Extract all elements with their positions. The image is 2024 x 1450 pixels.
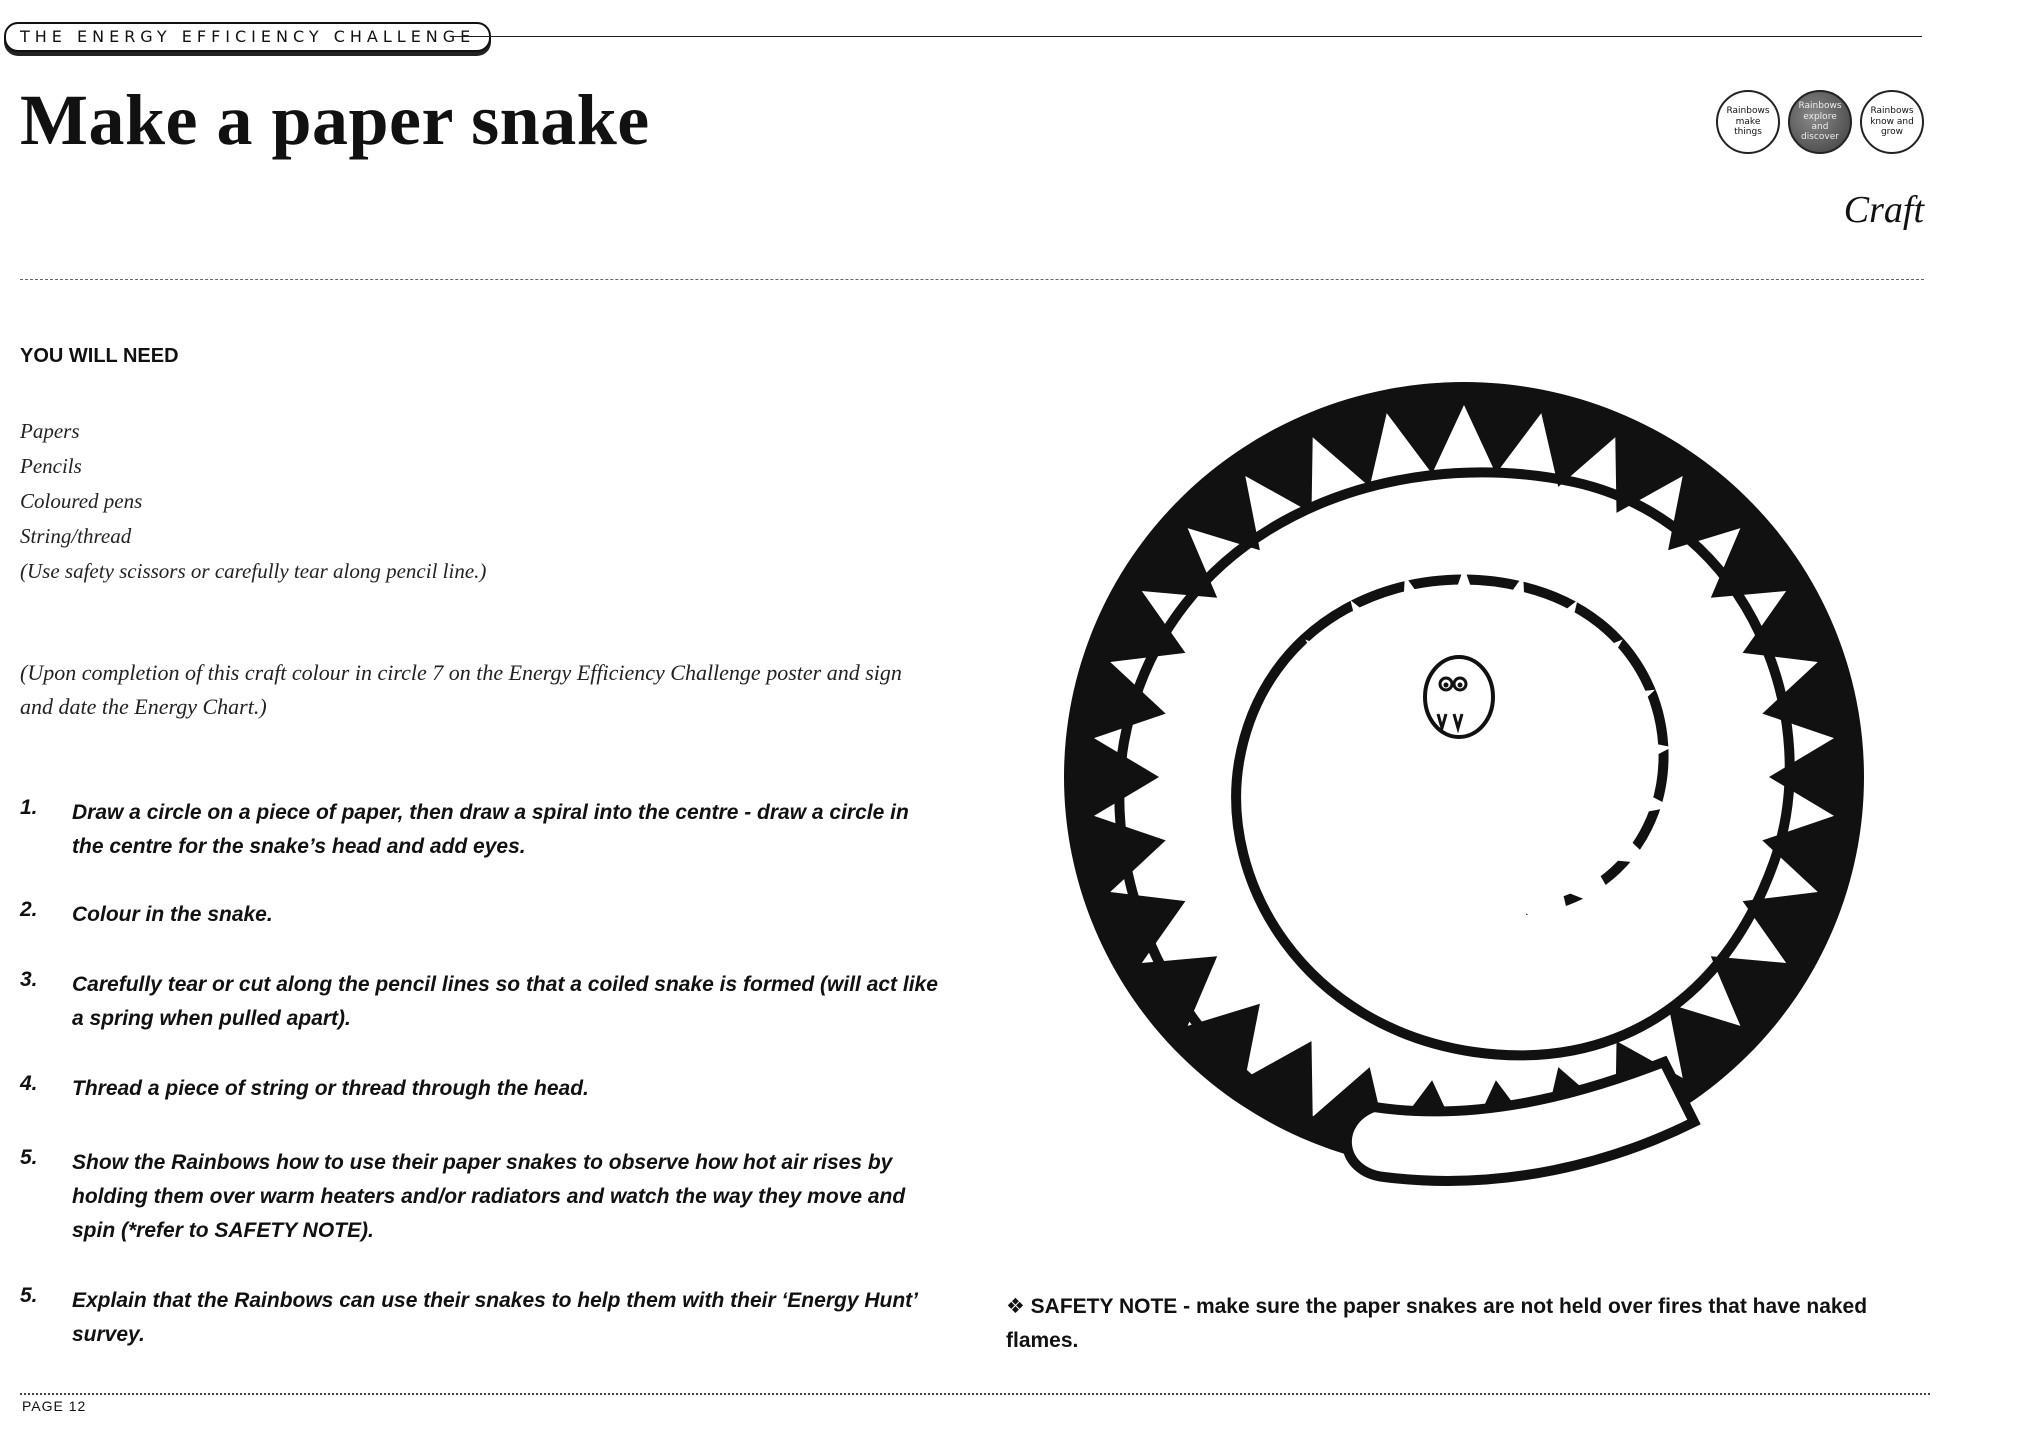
step-text: Carefully tear or cut along the pencil lines so that a coiled snake is formed (will act like a spring when pulled apart).: [72, 973, 938, 1030]
section-divider: [20, 279, 1924, 280]
step-number: 5.: [20, 1146, 38, 1169]
completion-note: (Upon completion of this craft colour in circle 7 on the Energy Efficiency Challenge poster and sign and date the Energy Chart.): [20, 660, 902, 719]
list-item: Papers: [20, 419, 80, 443]
list-item: Pencils: [20, 454, 82, 478]
category-label: Craft: [1843, 189, 1924, 231]
page-number: PAGE 12: [22, 1398, 87, 1414]
footer-rule: [20, 1393, 1930, 1395]
badge-know-grow: Rainbows know and grow: [1860, 90, 1924, 154]
badge-group: [1716, 90, 1928, 160]
page-title: Make a paper snake: [20, 80, 650, 160]
needs-list: [20, 414, 486, 589]
snake-pupil-right: [1458, 683, 1463, 688]
step-text: Explain that the Rainbows can use their snakes to help them with their ‘Energy Hunt’ survey.: [72, 1289, 918, 1346]
step-text: Draw a circle on a piece of paper, then draw a spiral into the centre - draw a circle in the centre for the snake’s head and add eyes.: [72, 801, 909, 858]
badge-make-things: Rainbows make things: [1716, 90, 1780, 154]
header-rule: [452, 36, 1922, 37]
safety-note: ❖ SAFETY NOTE - make sure the paper snakes are not held over fires that have naked flames.: [1006, 1295, 1868, 1352]
step-number: 2.: [20, 898, 38, 921]
step-text: Show the Rainbows how to use their paper snakes to observe how hot air rises by holding them over warm heaters and/or radiators and watch the way they move and spin (*refer to SAFETY NOTE).: [72, 1151, 906, 1242]
list-item: (Use safety scissors or carefully tear along pencil line.): [20, 559, 487, 583]
step-number: 4.: [20, 1072, 38, 1095]
step-text: Colour in the snake.: [72, 903, 273, 926]
step-number: 3.: [20, 968, 38, 991]
list-item: Coloured pens: [20, 489, 143, 513]
needs-heading: YOU WILL NEED: [20, 345, 179, 367]
step-number: 5.: [20, 1284, 38, 1307]
step-number: 1.: [20, 796, 38, 819]
snake-illustration: [1054, 362, 1874, 1232]
list-item: String/thread: [20, 524, 132, 548]
step-text: Thread a piece of string or thread through the head.: [72, 1077, 589, 1100]
badge-explore-discover: Rainbows explore and discover: [1788, 90, 1852, 154]
series-banner: THE ENERGY EFFICIENCY CHALLENGE: [4, 22, 491, 52]
snake-pupil-left: [1444, 683, 1449, 688]
